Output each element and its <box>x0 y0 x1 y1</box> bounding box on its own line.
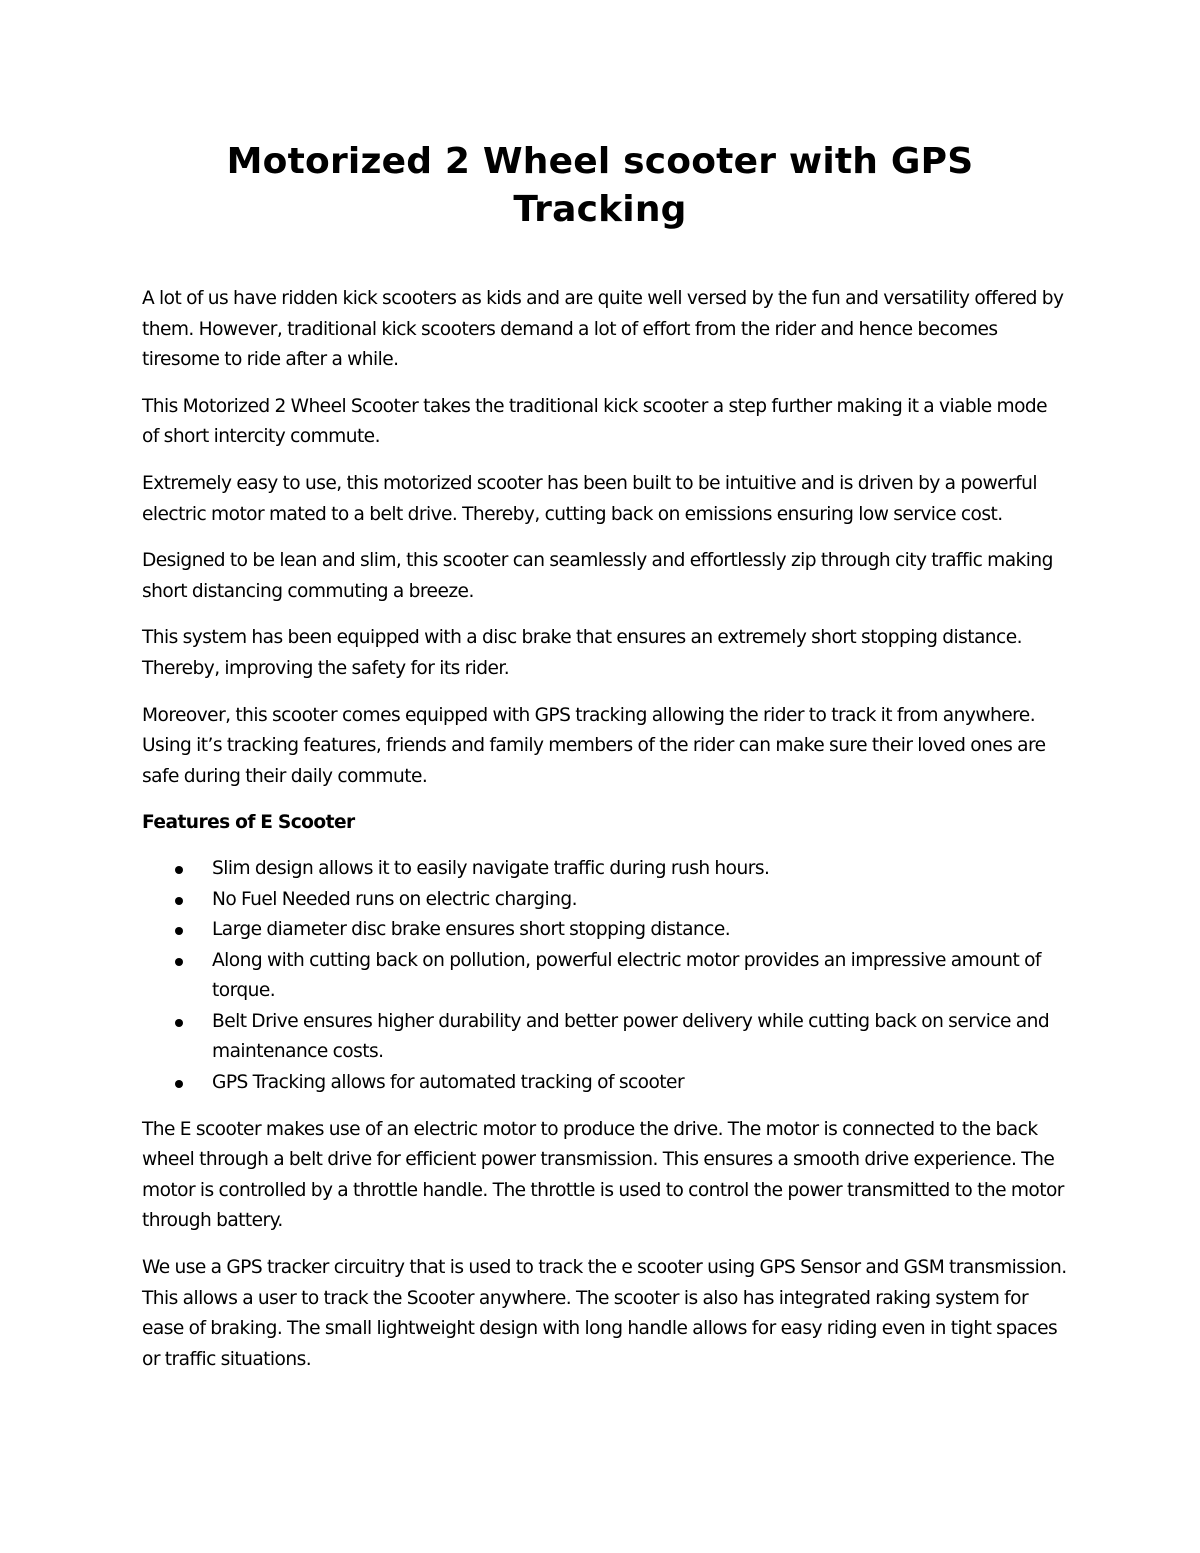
intro-paragraph: A lot of us have ridden kick scooters as kids and are quite well versed by the fun and versatility offered by them. However, traditional kick scooters demand a lot of effort from the rider and hence becomes tiresome to ride after a while. <box>142 288 1064 371</box>
feature-text: GPS Tracking allows for automated tracking of scooter <box>212 1072 685 1094</box>
feature-text: Large diameter disc brake ensures short stopping distance. <box>212 919 731 941</box>
drive-paragraph: The E scooter makes use of an electric motor to produce the drive. The motor is connected to the back wheel through a belt drive for efficient power transmission. This ensures a smooth drive experience. The motor is controlled by a throttle handle. The throttle is used to control the power transmitted to the motor through battery. <box>142 1118 1064 1232</box>
bullet-icon <box>175 866 183 874</box>
features-heading: Features of E Scooter <box>142 812 355 834</box>
bullet-icon <box>175 958 183 966</box>
bullet-icon <box>175 897 183 905</box>
feature-text: Along with cutting back on pollution, powerful electric motor provides an impressive amount of torque. <box>212 949 1041 1002</box>
disc-brake-paragraph: This system has been equipped with a disc brake that ensures an extremely short stopping distance. Thereby, improving the safety for its rider. <box>142 627 1022 679</box>
feature-item <box>142 885 1067 916</box>
feature-text: Slim design allows it to easily navigate traffic during rush hours. <box>212 857 770 879</box>
bullet-icon <box>175 927 183 935</box>
feature-item <box>142 854 1067 885</box>
feature-item <box>142 1007 1067 1068</box>
document-body <box>142 284 1067 1391</box>
gps-tracking-paragraph: Moreover, this scooter comes equipped with GPS tracking allowing the rider to track it from anywhere. Using it’s tracking features, friends and family members of the rider can make sure their loved ones are safe during their daily commute. <box>142 704 1046 787</box>
tracker-paragraph: We use a GPS tracker circuitry that is used to track the e scooter using GPS Sensor and GSM transmission. This allows a user to track the Scooter anywhere. The scooter is also has integrated raking system for ease of braking. The small lightweight design with long handle allows for easy riding even in tight spaces or traffic situations. <box>142 1257 1067 1370</box>
title-line-2: Tracking <box>513 189 687 230</box>
feature-item <box>142 946 1067 1007</box>
feature-text: No Fuel Needed runs on electric charging. <box>212 888 577 910</box>
ease-of-use-paragraph: Extremely easy to use, this motorized scooter has been built to be intuitive and is driven by a powerful electric motor mated to a belt drive. Thereby, cutting back on emissions ensuring low service cost. <box>142 472 1037 525</box>
feature-item <box>142 915 1067 946</box>
features-list <box>142 854 1067 1099</box>
feature-item <box>142 1068 1067 1099</box>
bullet-icon <box>175 1080 183 1088</box>
step-further-paragraph: This Motorized 2 Wheel Scooter takes the traditional kick scooter a step further making it a viable mode of short intercity commute. <box>142 395 1048 448</box>
document-title <box>140 138 1060 234</box>
bullet-icon <box>175 1019 183 1027</box>
feature-text: Belt Drive ensures higher durability and better power delivery while cutting back on service and maintenance costs. <box>212 1010 1050 1063</box>
slim-design-paragraph: Designed to be lean and slim, this scooter can seamlessly and effortlessly zip through city traffic making short distancing commuting a breeze. <box>142 550 1053 602</box>
title-line-1: Motorized 2 Wheel scooter with GPS <box>226 141 974 182</box>
